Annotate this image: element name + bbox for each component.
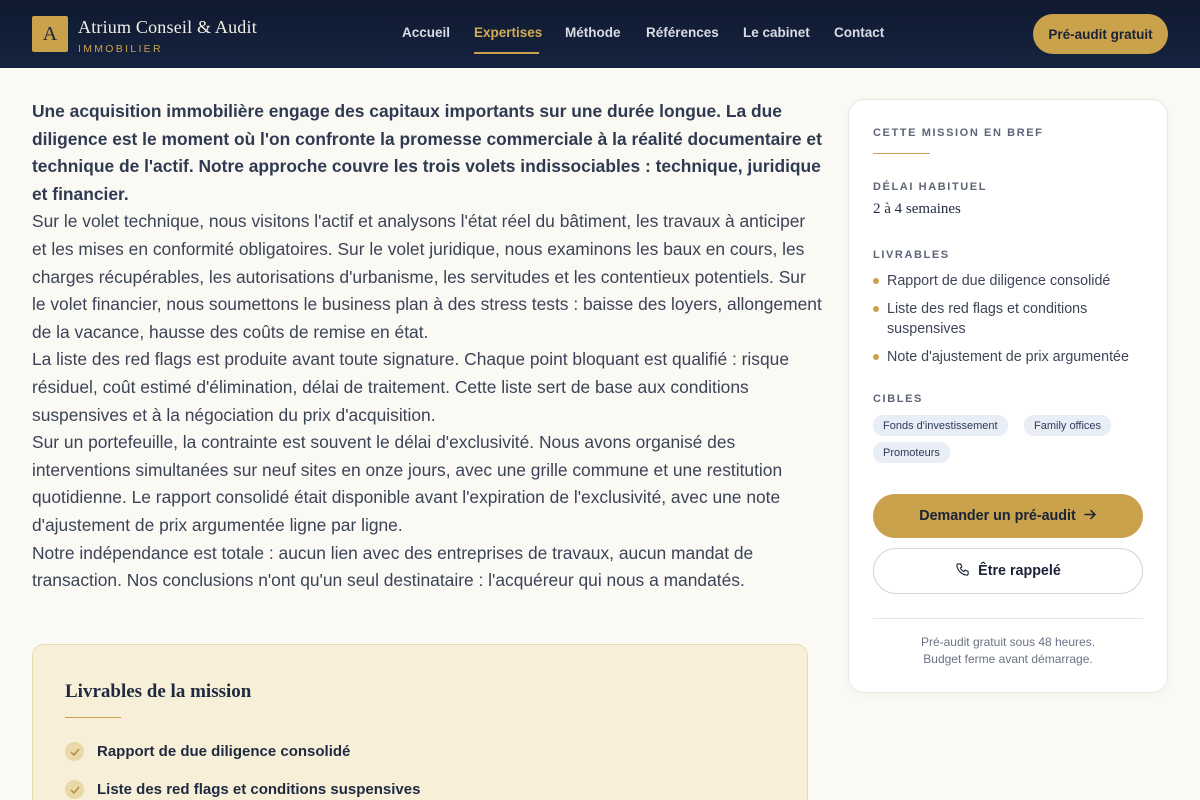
delay-value: 2 à 4 semaines xyxy=(873,201,961,217)
sidebar-heading-rule xyxy=(873,153,930,154)
phone-icon xyxy=(955,562,970,581)
target-chip: Promoteurs xyxy=(873,442,950,463)
body-paragraph-technique: Sur le volet technique, nous visitons l'actif et analysons l'état réel du bâtiment, les travaux à anticiper et les mises en conformité obligatoires. Sur le volet juridique, nous examinons les baux en cours, les charges récupérables, les autorisations d'urbanisme, les servitudes et les contentieux potentiels. Sur le volet financier, nous soumettons le business plan à des stress tests : baisse des loyers, allongement de la vacance, hausse des coûts de remise en état. xyxy=(32,211,822,342)
bullet-dot xyxy=(873,278,879,284)
active-nav-underline xyxy=(474,52,539,54)
brand-subtitle: IMMOBILIER xyxy=(78,43,163,55)
deliverables-divider xyxy=(65,717,121,718)
delay-label: DÉLAI HABITUEL xyxy=(873,181,988,193)
bullet-dot xyxy=(873,306,879,312)
footnote-free-audit: Pré-audit gratuit sous 48 heures. xyxy=(920,635,1096,649)
check-icon xyxy=(65,742,84,761)
nav-le-cabinet[interactable]: Le cabinet xyxy=(743,25,810,40)
lead-paragraph: Une acquisition immobilière engage des capitaux importants sur une durée longue. La due diligence est le moment où l'on confronte la promesse commerciale à la réalité documentaire et technique de l'actif. Notre approche couvre les trois volets indissociables : technique, juridique et financier. xyxy=(32,101,822,204)
brand-name[interactable]: Atrium Conseil & Audit xyxy=(78,17,257,37)
sidebar-heading: CETTE MISSION EN BREF xyxy=(873,127,1044,139)
nav-accueil[interactable]: Accueil xyxy=(402,25,451,40)
deliverable-item xyxy=(65,742,350,761)
callback-label: Être rappelé xyxy=(978,563,1061,579)
sidebar-deliverable-text: Note d'ajustement de prix argumentée xyxy=(887,349,1129,365)
target-chip: Fonds d'investissement xyxy=(873,415,1008,436)
sidebar-deliverable xyxy=(873,271,1153,291)
deliverables-title: Livrables de la mission xyxy=(65,681,252,702)
mission-summary-sidebar xyxy=(848,99,1168,693)
deliverables-label: LIVRABLES xyxy=(873,249,950,261)
targets-label: CIBLES xyxy=(873,393,923,405)
nav-references[interactable]: Références xyxy=(646,25,719,40)
callback-button[interactable] xyxy=(873,548,1143,594)
logo-mark[interactable]: A xyxy=(32,16,68,52)
sidebar-deliverable xyxy=(873,347,1153,367)
footnote-fixed-budget: Budget ferme avant démarrage. xyxy=(923,652,1093,666)
nav-expertises[interactable]: Expertises xyxy=(474,25,543,40)
nav-contact[interactable]: Contact xyxy=(834,25,885,40)
pre-audit-header-button[interactable]: Pré-audit gratuit xyxy=(1033,14,1168,54)
body-paragraph-red-flags: La liste des red flags est produite avant toute signature. Chaque point bloquant est qualifié : risque résiduel, coût estimé d'élimination, délai de traitement. Cette liste sert de base aux conditions suspensives et à la négociation du prix d'acquisition. xyxy=(32,349,789,425)
deliverable-text: Liste des red flags et conditions suspensives xyxy=(97,781,421,798)
check-icon xyxy=(65,780,84,799)
mission-description xyxy=(32,98,822,595)
deliverable-item xyxy=(65,780,420,799)
body-paragraph-portefeuille: Sur un portefeuille, la contrainte est souvent le délai d'exclusivité. Nous avons organisé des interventions simultanées sur neuf sites en onze jours, avec une grille commune et une restitution quotidienne. Le rapport consolidé était disponible avant l'expiration de l'exclusivité, avec une note d'ajustement de prix argumentée ligne par ligne. xyxy=(32,432,783,535)
site-header xyxy=(0,0,1200,68)
bullet-dot xyxy=(873,354,879,360)
target-chip: Family offices xyxy=(1024,415,1111,436)
nav-methode[interactable]: Méthode xyxy=(565,25,621,40)
request-pre-audit-label: Demander un pré-audit xyxy=(919,508,1076,524)
sidebar-deliverable-text: Rapport de due diligence consolidé xyxy=(887,273,1111,289)
deliverable-text: Rapport de due diligence consolidé xyxy=(97,743,351,760)
sidebar-deliverable xyxy=(873,299,1153,339)
arrow-right-icon xyxy=(1084,508,1097,524)
request-pre-audit-button[interactable] xyxy=(873,494,1143,538)
deliverables-card xyxy=(32,644,808,800)
sidebar-deliverable-text: Liste des red flags et conditions suspensives xyxy=(887,301,1088,337)
body-paragraph-independance: Notre indépendance est totale : aucun lien avec des entreprises de travaux, aucun mandat de transaction. Nos conclusions n'ont qu'un seul destinataire : l'acquéreur qui nous a mandatés. xyxy=(32,542,754,591)
sidebar-divider xyxy=(873,618,1143,619)
